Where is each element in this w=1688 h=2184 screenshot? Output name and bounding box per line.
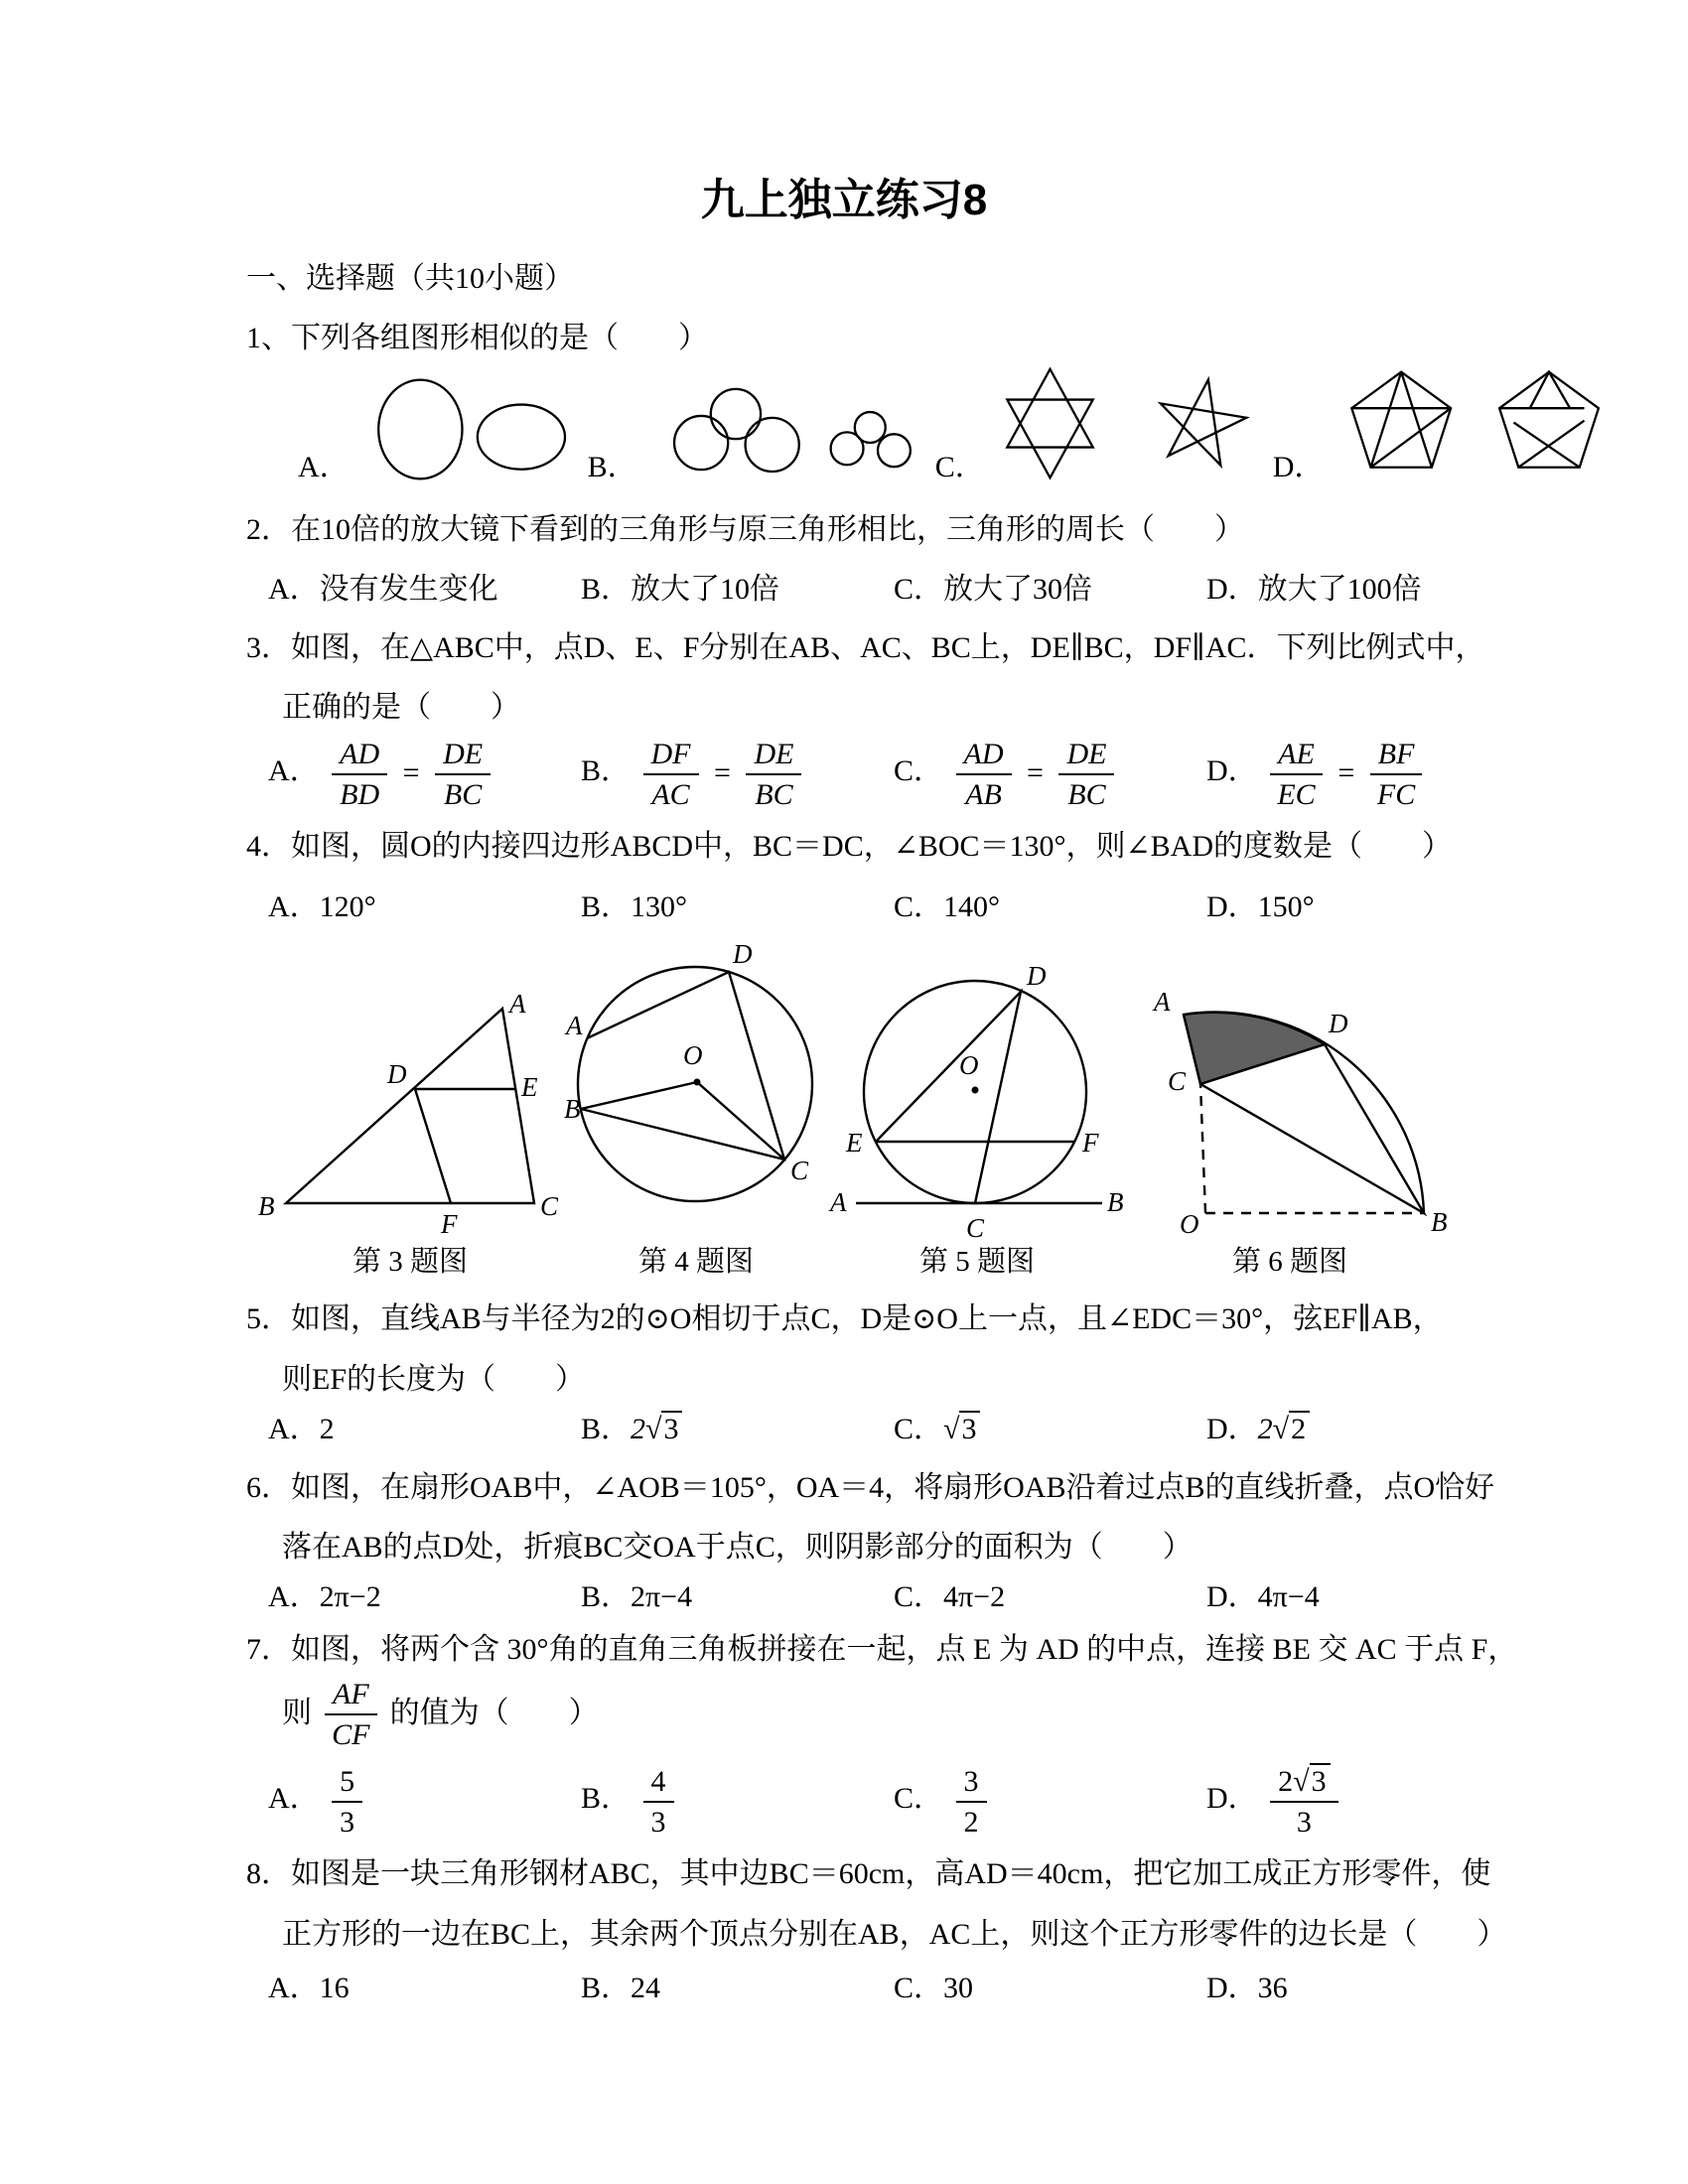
q1-option-d-label: D． xyxy=(1272,450,1325,483)
fig6-label-C: C xyxy=(1168,1066,1187,1097)
question-4 xyxy=(246,831,1519,923)
hexagram-up-triangle xyxy=(1007,369,1092,448)
fig5-label-D: D xyxy=(1027,961,1047,992)
q3-option-d-label: D． xyxy=(1206,754,1258,788)
fraction: $\frac{4}{3}$ xyxy=(643,1763,674,1839)
fig6-label-O: O xyxy=(1180,1209,1199,1240)
equals-sign: = xyxy=(1027,756,1044,790)
q1-option-c xyxy=(935,365,1273,484)
q4-option-c: C．140° xyxy=(894,889,1001,923)
q1-option-a-label: A． xyxy=(298,450,350,483)
radical-sign: √ xyxy=(943,1413,960,1446)
question-7-text-line2 xyxy=(246,1676,1519,1751)
question-3-text-line2: 正确的是（ ） xyxy=(282,690,520,724)
q3-option-b xyxy=(581,736,894,811)
fig5-label-O: O xyxy=(959,1050,979,1081)
tangent-chords xyxy=(856,992,1102,1203)
question-1-text: 1、下列各组图形相似的是（ ） xyxy=(246,322,708,355)
fig5-label-F: F xyxy=(1082,1128,1099,1159)
fraction: $\frac{DE}{BC}$ xyxy=(435,736,491,811)
fig6-label-A: A xyxy=(1154,987,1171,1018)
q5-option-c-label: C． xyxy=(894,1413,944,1446)
center-dot xyxy=(972,1087,979,1094)
question-3-options xyxy=(246,736,1519,811)
fig3-label-D: D xyxy=(387,1059,407,1090)
equals-sign: = xyxy=(1337,756,1355,790)
question-8 xyxy=(246,1858,1519,2004)
question-6 xyxy=(246,1472,1519,1614)
right-pentagon-inner-lines xyxy=(1499,372,1584,468)
equals-sign: = xyxy=(714,756,731,790)
figure-6-caption: 第 6 题图 xyxy=(1231,1246,1347,1279)
q7-option-b-label: B． xyxy=(581,1782,632,1816)
equals-sign: = xyxy=(402,756,420,790)
fig4-circle-diagram xyxy=(564,933,828,1243)
radical-sign: √ xyxy=(645,1413,662,1446)
fraction: $\frac{3}{2}$ xyxy=(956,1763,987,1839)
question-2-options xyxy=(246,574,1519,606)
q7-option-b xyxy=(581,1763,894,1839)
question-4-options xyxy=(246,891,1519,923)
q6-option-d: D．4π−4 xyxy=(1206,1580,1320,1614)
section-heading: 一、选择题（共10小题） xyxy=(246,262,574,295)
fig5-label-A: A xyxy=(830,1187,847,1218)
question-7 xyxy=(246,1634,1519,1839)
question-8-text-line2: 正方形的一边在BC上，其余两个顶点分别在AB，AC上，则这个正方形零件的边长是（ ） xyxy=(282,1917,1507,1951)
q7-option-d xyxy=(1206,1763,1519,1839)
q1-option-d xyxy=(1273,365,1622,484)
q1-option-b xyxy=(588,373,935,484)
q2-option-c: C．放大了30倍 xyxy=(894,573,1093,607)
small-ellipse-shape xyxy=(478,404,565,469)
figure-6-block xyxy=(1126,945,1454,1278)
question-4-text: 4．如图，圆O的内接四边形ABCD中，BC＝DC，∠BOC＝130°，则∠BAD的度数是（ ） xyxy=(246,830,1453,864)
fig3-triangle-diagram xyxy=(256,987,564,1243)
small-cluster-left-circle xyxy=(830,432,863,465)
q5-option-b-label: B． xyxy=(581,1413,632,1446)
question-5 xyxy=(246,1303,1519,1445)
fraction: $\frac{DE}{BC}$ xyxy=(1058,736,1114,811)
q1-figure-circle-clusters xyxy=(647,373,935,484)
q1-option-b-label: B． xyxy=(587,450,637,483)
question-7-options xyxy=(246,1763,1519,1839)
question-5-options xyxy=(246,1414,1519,1445)
question-6-text-line1: 6．如图，在扇形OAB中，∠AOB＝105°，OA＝4，将扇形OAB沿着过点B的直线折叠，点O恰好 xyxy=(246,1470,1495,1504)
fig6-label-B: B xyxy=(1431,1207,1448,1238)
q4-option-b: B．130° xyxy=(581,889,688,923)
q1-figure-stars xyxy=(995,365,1273,484)
q5-option-a-label: A． xyxy=(268,1413,320,1446)
small-cluster-right-circle xyxy=(878,434,911,467)
fig5-tangent-circle-diagram xyxy=(828,961,1126,1243)
figure-5-block xyxy=(828,961,1126,1278)
q5-option-b: B．2√3 xyxy=(581,1414,894,1445)
q3-option-d xyxy=(1206,736,1519,811)
q7-option-d-label: D． xyxy=(1206,1782,1258,1816)
figure-3-caption: 第 3 题图 xyxy=(352,1246,468,1279)
pentagram-star xyxy=(1161,379,1246,465)
fig5-label-E: E xyxy=(846,1128,863,1159)
question-1-figure-options xyxy=(298,365,1519,484)
shaded-region xyxy=(1184,1013,1325,1084)
q7-pre-text: 则 xyxy=(282,1696,312,1729)
q6-option-c: C．4π−2 xyxy=(894,1580,1006,1614)
big-cluster-left-circle xyxy=(674,416,728,470)
worksheet-body xyxy=(246,263,1519,2004)
fig4-label-C: C xyxy=(790,1156,809,1186)
q7-option-a-label: A． xyxy=(268,1782,320,1816)
q3-option-a xyxy=(268,736,581,811)
big-cluster-right-circle xyxy=(745,418,798,472)
fraction-AF-CF: $\frac{AF}{CF}$ xyxy=(325,1676,377,1751)
fig6-sector-fold-diagram xyxy=(1126,945,1454,1243)
figure-4-block xyxy=(564,933,828,1278)
q3-option-b-label: B． xyxy=(581,754,632,788)
q1-figure-circle-ellipse xyxy=(359,373,588,484)
q6-option-b: B．2π−4 xyxy=(581,1580,693,1614)
figure-4-caption: 第 4 题图 xyxy=(637,1246,754,1279)
q3-option-c xyxy=(894,736,1206,811)
question-2-text: 2．在10倍的放大镜下看到的三角形与原三角形相比，三角形的周长（ ） xyxy=(246,512,1244,546)
fig3-label-C: C xyxy=(540,1191,559,1222)
page-title: 九上独立练习8 xyxy=(700,176,988,224)
radical-sign: √ xyxy=(1272,1413,1290,1446)
big-cluster-top-circle xyxy=(710,389,760,439)
large-ellipse-shape xyxy=(378,379,462,478)
question-1 xyxy=(246,323,1519,483)
q8-option-c: C．30 xyxy=(894,1971,974,2004)
q5-option-d: D．2√2 xyxy=(1206,1414,1519,1445)
question-7-text-line1: 7．如图，将两个含 30°角的直角三角板拼接在一起，点 E 为 AD 的中点，连接 BE 交 AC 于点 F， xyxy=(246,1632,1518,1666)
q7-option-c-label: C． xyxy=(894,1782,944,1816)
fraction-with-radical: $\frac{2√3}{3}$ xyxy=(1270,1763,1337,1839)
fig3-label-B: B xyxy=(258,1191,275,1222)
fraction: $\frac{5}{3}$ xyxy=(332,1763,362,1839)
question-8-text-line1: 8．如图是一块三角形钢材ABC，其中边BC＝60cm，高AD＝40cm，把它加工成正方形零件，使 xyxy=(246,1857,1491,1891)
q1-figure-pentagons xyxy=(1334,365,1621,484)
fraction: $\frac{DE}{BC}$ xyxy=(746,736,801,811)
triangle-ABC xyxy=(286,1009,534,1203)
question-3-text-line1: 3．如图，在△ABC中，点D、E、F分别在AB、AC、BC上，DE∥BC，DF∥AC．下列比例式中， xyxy=(246,630,1485,664)
q4-option-d: D．150° xyxy=(1206,889,1315,923)
question-6-options xyxy=(246,1581,1519,1613)
fig4-label-A: A xyxy=(566,1011,583,1041)
q5-option-c: C．√3 xyxy=(894,1414,1206,1445)
fraction: $\frac{BF}{FC}$ xyxy=(1370,736,1423,811)
figure-5-caption: 第 5 题图 xyxy=(918,1246,1035,1279)
question-5-text-line1: 5．如图，直线AB与半径为2的⊙O相切于点C，D是⊙O上一点，且∠EDC＝30°，弦EF∥AB， xyxy=(246,1302,1443,1336)
q2-option-b: B．放大了10倍 xyxy=(581,573,780,607)
q4-option-a: A．120° xyxy=(268,889,376,923)
fraction: $\frac{AD}{BD}$ xyxy=(332,736,387,811)
q5-option-a: A．2 xyxy=(268,1413,335,1446)
figures-row xyxy=(246,933,1519,1278)
fig3-label-E: E xyxy=(521,1072,538,1103)
question-2 xyxy=(246,514,1519,607)
segments-DE-DF xyxy=(415,1089,514,1203)
radical-sign: √ xyxy=(1293,1765,1310,1799)
fig4-label-B: B xyxy=(564,1094,581,1125)
fig3-label-F: F xyxy=(441,1209,458,1240)
question-3 xyxy=(246,632,1519,812)
q7-post-text: 的值为（ ） xyxy=(389,1696,599,1729)
fig5-label-B: B xyxy=(1107,1187,1124,1218)
q2-option-d: D．放大了100倍 xyxy=(1206,573,1422,607)
fig4-label-D: D xyxy=(733,939,753,970)
question-6-text-line2: 落在AB的点D处，折痕BC交OA于点C，则阴影部分的面积为（ ） xyxy=(282,1531,1193,1564)
q6-option-a: A．2π−2 xyxy=(268,1580,381,1614)
q7-option-c xyxy=(894,1763,1206,1839)
fraction: $\frac{AE}{EC}$ xyxy=(1270,736,1323,811)
hexagram-down-triangle xyxy=(1007,399,1092,478)
fig3-label-A: A xyxy=(509,989,526,1020)
question-8-options xyxy=(246,1973,1519,2004)
fig5-label-C: C xyxy=(966,1213,985,1244)
q8-option-a: A．16 xyxy=(268,1971,350,2004)
figure-3-block xyxy=(256,987,564,1278)
q2-option-a: A．没有发生变化 xyxy=(268,573,498,607)
q5-option-d-label: D． xyxy=(1206,1413,1258,1446)
fig6-label-D: D xyxy=(1329,1009,1348,1039)
q8-option-b: B．24 xyxy=(581,1971,661,2004)
right-pentagon-outline xyxy=(1499,372,1599,468)
fraction: $\frac{DF}{AC}$ xyxy=(643,736,699,811)
fraction: $\frac{AD}{AB}$ xyxy=(956,736,1012,811)
q3-option-c-label: C． xyxy=(894,754,944,788)
q3-option-a-label: A． xyxy=(268,754,320,788)
q7-option-a xyxy=(268,1763,581,1839)
center-dot xyxy=(694,1079,701,1086)
q1-option-c-label: C． xyxy=(934,450,985,483)
fig4-label-O: O xyxy=(683,1040,703,1071)
question-5-text-line2: 则EF的长度为（ ） xyxy=(282,1362,586,1396)
q8-option-d: D．36 xyxy=(1206,1971,1288,2004)
q1-option-a xyxy=(298,373,588,484)
